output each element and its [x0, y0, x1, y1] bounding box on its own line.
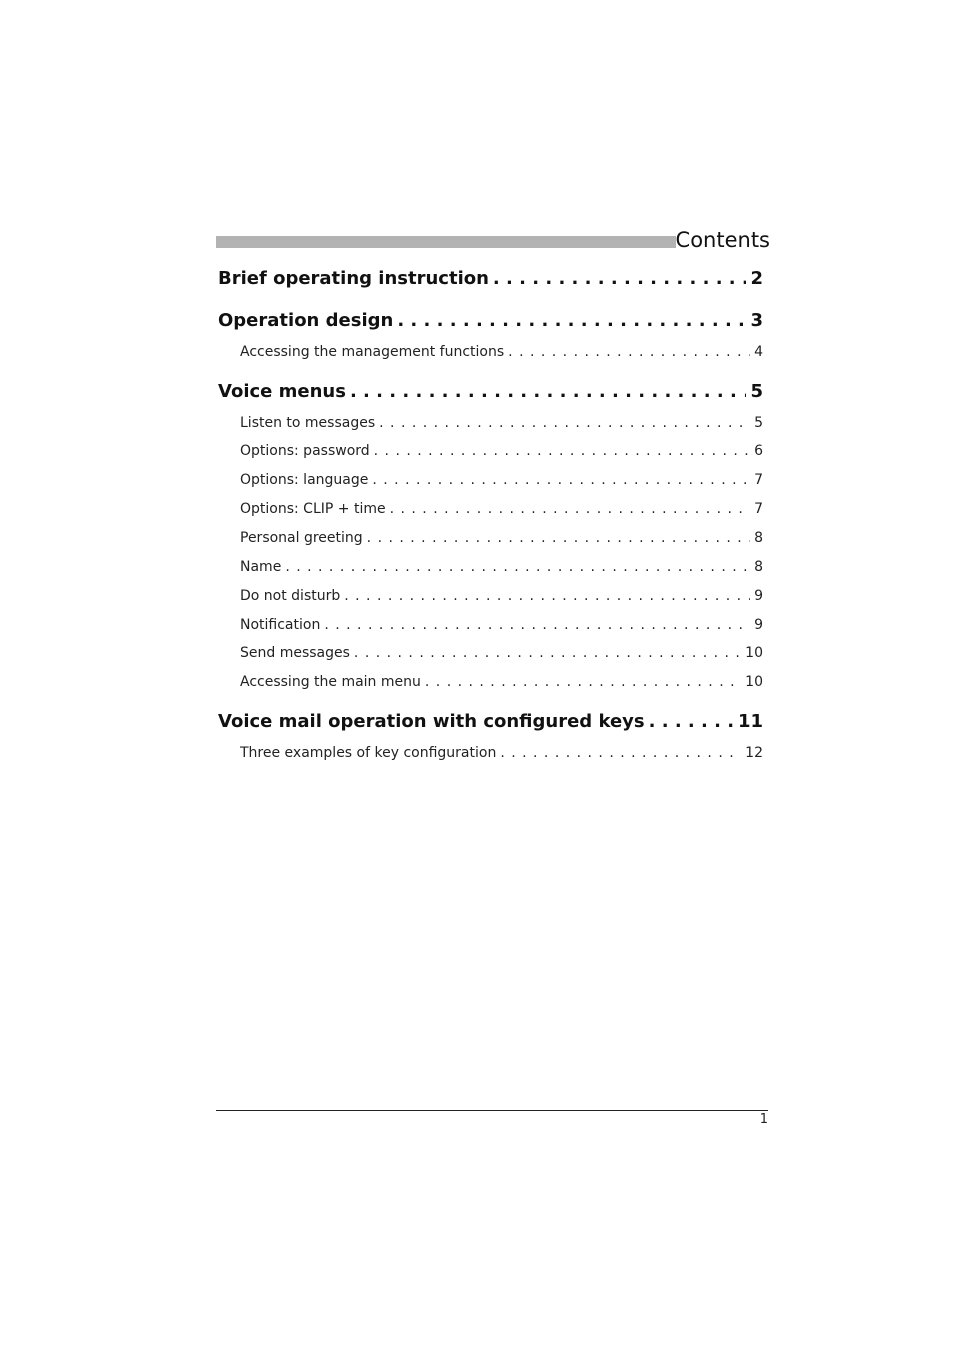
toc-entry-label: Brief operating instruction — [218, 268, 489, 289]
toc-dot-leader — [397, 310, 746, 331]
toc-dot-leader — [344, 588, 750, 604]
toc-entry-three-examples-key-configuration[interactable] — [240, 745, 763, 765]
toc-entry-voice-menus[interactable] — [218, 381, 763, 407]
toc-entry-label: Personal greeting — [240, 530, 363, 546]
toc-entry-name[interactable] — [240, 559, 763, 579]
toc-entry-label: Do not disturb — [240, 588, 341, 604]
toc-entry-operation-design[interactable] — [218, 310, 763, 336]
toc-dot-leader — [372, 472, 750, 488]
toc-entry-options-password[interactable] — [240, 443, 763, 463]
toc-entry-label: Send messages — [240, 645, 350, 661]
toc-dot-leader — [285, 559, 750, 575]
toc-dot-leader — [324, 617, 750, 633]
toc-dot-leader — [354, 645, 741, 661]
toc-entry-options-language[interactable] — [240, 472, 763, 492]
toc-entry-brief-operating-instruction[interactable] — [218, 268, 763, 294]
toc-entry-label: Notification — [240, 617, 321, 633]
toc-entry-label: Voice menus — [218, 381, 346, 402]
toc-dot-leader — [508, 344, 750, 360]
toc-dot-leader — [493, 268, 747, 289]
toc-dot-leader — [374, 443, 750, 459]
toc-entry-page: 9 — [754, 588, 763, 604]
toc-dot-leader — [379, 415, 750, 431]
toc-entry-page: 5 — [750, 381, 763, 402]
toc-entry-label: Options: CLIP + time — [240, 501, 386, 517]
toc-entry-label: Name — [240, 559, 282, 575]
footer-page-number: 1 — [759, 1112, 768, 1127]
page-title: Contents — [675, 228, 770, 252]
toc-entry-label: Accessing the management functions — [240, 344, 505, 360]
toc-dot-leader — [367, 530, 750, 546]
toc-entry-page: 7 — [754, 472, 763, 488]
toc-entry-page: 10 — [745, 674, 763, 690]
toc-entry-page: 8 — [754, 530, 763, 546]
header-bar — [216, 236, 676, 248]
toc-entry-label: Options: language — [240, 472, 369, 488]
toc-entry-do-not-disturb[interactable] — [240, 588, 763, 608]
toc-entry-accessing-management-functions[interactable] — [240, 344, 763, 364]
toc-entry-page: 11 — [737, 711, 763, 732]
toc-entry-voice-mail-configured-keys[interactable] — [218, 711, 763, 737]
toc-entry-label: Three examples of key configuration — [240, 745, 497, 761]
toc-dot-leader — [500, 745, 741, 761]
toc-entry-page: 5 — [754, 415, 763, 431]
toc-entry-page: 2 — [750, 268, 763, 289]
toc-entry-label: Voice mail operation with configured keys — [218, 711, 645, 732]
toc-entry-label: Options: password — [240, 443, 370, 459]
toc-entry-listen-to-messages[interactable] — [240, 415, 763, 435]
toc-entry-page: 8 — [754, 559, 763, 575]
toc-entry-page: 6 — [754, 443, 763, 459]
toc-dot-leader — [350, 381, 747, 402]
toc-entry-page: 9 — [754, 617, 763, 633]
toc-entry-accessing-main-menu[interactable] — [240, 674, 763, 694]
toc-entry-page: 3 — [750, 310, 763, 331]
footer-divider — [216, 1110, 768, 1111]
toc-dot-leader — [390, 501, 750, 517]
toc-dot-leader — [425, 674, 741, 690]
toc-entry-options-clip-time[interactable] — [240, 501, 763, 521]
toc-entry-page: 7 — [754, 501, 763, 517]
toc-entry-label: Accessing the main menu — [240, 674, 421, 690]
toc-entry-label: Listen to messages — [240, 415, 376, 431]
contents-header — [216, 226, 770, 254]
toc-entry-notification[interactable] — [240, 617, 763, 637]
toc-dot-leader — [649, 711, 734, 732]
toc-entry-label: Operation design — [218, 310, 394, 331]
toc-entry-page: 4 — [754, 344, 763, 360]
toc-entry-personal-greeting[interactable] — [240, 530, 763, 550]
toc-entry-page: 10 — [745, 645, 763, 661]
toc-entry-page: 12 — [745, 745, 763, 761]
toc-entry-send-messages[interactable] — [240, 645, 763, 665]
